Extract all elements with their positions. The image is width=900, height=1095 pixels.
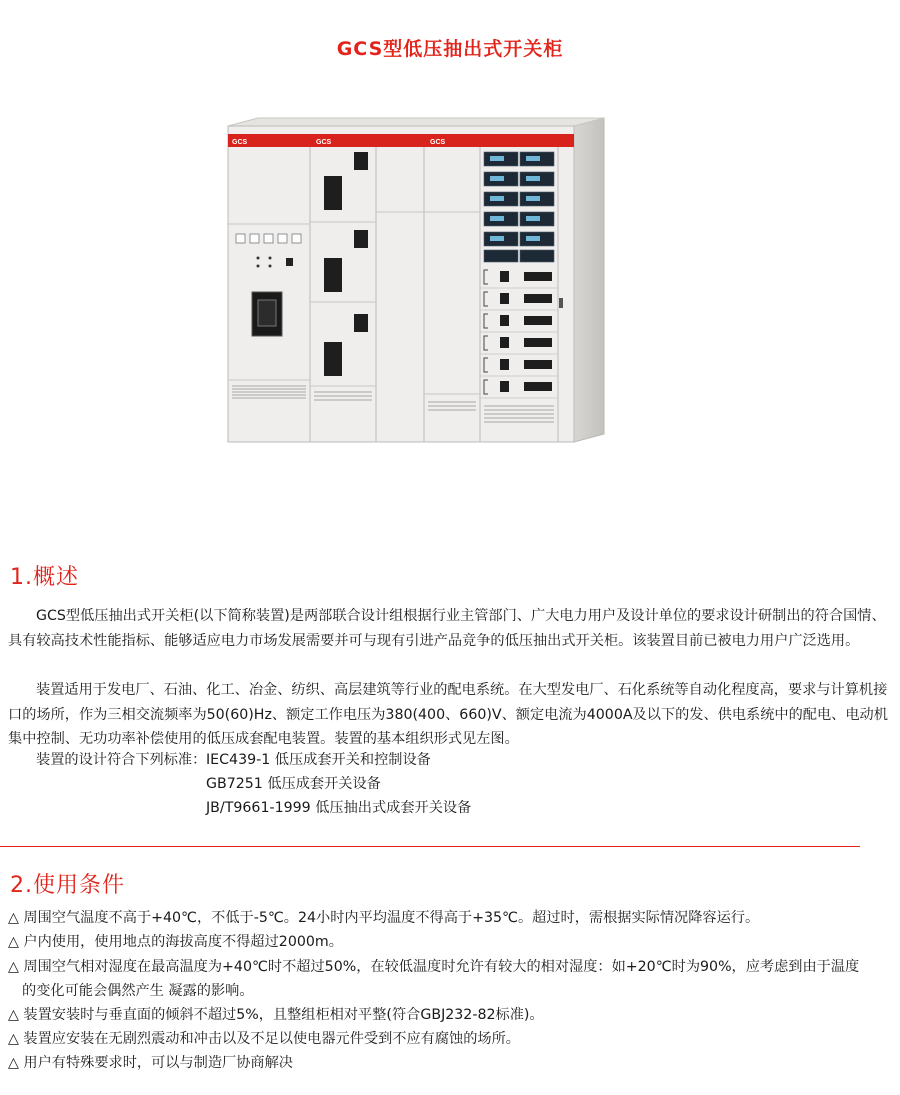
overview-paragraph-2: 装置适用于发电厂、石油、化工、冶金、纺织、高层建筑等行业的配电系统。在大型发电厂、石化系统等自动化程度高，要求与计算机接口的场所，作为三相交流频率为50(60)Hz、额定工作电压为380(400、660)V、额定电流为4000A及以下的发、供电系统中的配电、电动机集中控制、无功功率补偿使用的低压成套配电装置。装置的基本组织形式见左图。 [8,682,888,747]
section1-heading: 1.概述 [10,565,79,590]
brand-label: GCS [430,139,446,146]
overview-paragraph-1: GCS型低压抽出式开关柜(以下简称装置)是两部联合设计组根据行业主管部门、广大电力用户及设计单位的要求设计研制出的符合国情、具有较高技术性能指标、能够适应电力市场发展需要并可与现有引进产品竞争的低压抽出式开关柜。该装置目前已被电力用户广泛选用。 [8,608,886,649]
condition-item [8,930,888,954]
section2-heading: 2.使用条件 [10,873,125,898]
standards-intro: 装置的设计符合下列标准： [36,752,207,768]
switchgear-cabinet-image [218,112,628,447]
condition-text: △ 户内使用，使用地点的海拔高度不得超过2000m。 [8,934,343,950]
condition-text: △ 装置应安装在无剧烈震动和冲击以及不足以使电器元件受到不应有腐蚀的场所。 [8,1031,520,1047]
standard-item: JB/T9661-1999 低压抽出式成套开关设备 [206,800,472,816]
standard-item: GB7251 低压成套开关设备 [206,776,381,792]
condition-continuation: 的变化可能会偶然产生 凝露的影响。 [22,983,254,999]
section-divider [0,846,860,847]
condition-text: △ 周围空气相对湿度在最高温度为+40℃时不超过50%，在较低温度时允许有较大的相对湿度：如+20℃时为90%，应考虑到由于温度 [8,959,860,975]
brand-label: GCS [316,139,332,146]
condition-item [8,1027,888,1051]
condition-item [8,955,888,1003]
standard-item: IEC439-1 低压成套开关和控制设备 [206,752,431,768]
brand-label: GCS [232,139,248,146]
condition-item [8,1051,888,1075]
condition-item [8,1003,888,1027]
page-title: GCS型低压抽出式开关柜 [336,38,564,60]
condition-text: △ 装置安装时与垂直面的倾斜不超过5%，且整组柜相对平整(符合GBJ232-82标准)。 [8,1007,544,1023]
condition-text: △ 用户有特殊要求时，可以与制造厂协商解决 [8,1055,293,1071]
condition-item [8,906,888,930]
condition-text: △ 周围空气温度不高于+40℃，不低于-5℃。24小时内平均温度不得高于+35℃。超过时，需根据实际情况降容运行。 [8,910,760,926]
